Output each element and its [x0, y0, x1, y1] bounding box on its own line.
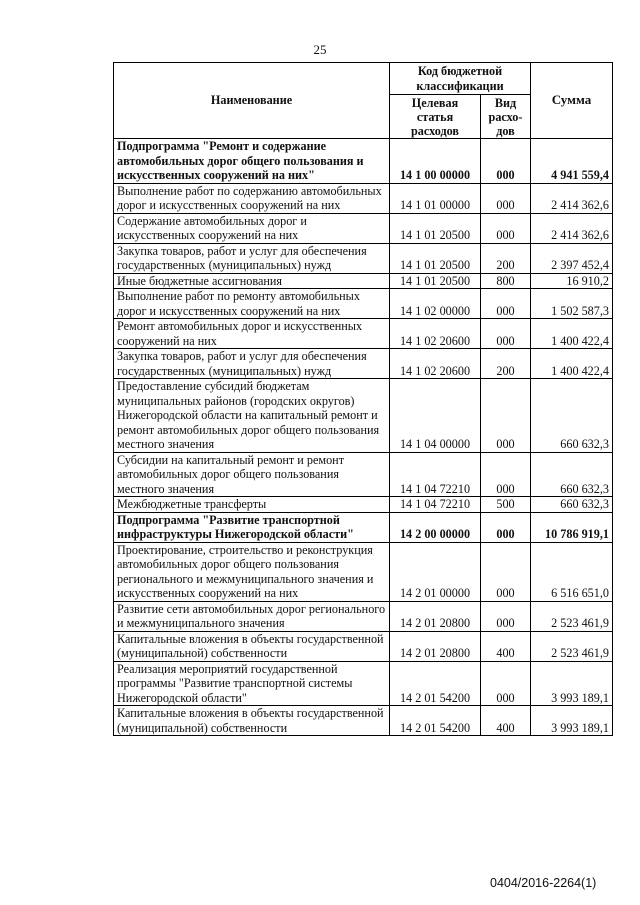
row-name-cell: Реализация мероприятий государственной программы "Развитие транспортной системы Нижегородской области" — [114, 661, 390, 706]
row-vid-cell: 000 — [481, 183, 531, 213]
row-name-cell: Закупка товаров, работ и услуг для обеспечения государственных (муниципальных) нужд — [114, 243, 390, 273]
page-number: 25 — [313, 42, 327, 57]
row-name-cell: Закупка товаров, работ и услуг для обеспечения государственных (муниципальных) нужд — [114, 349, 390, 379]
header-code-group: Код бюджетной классификации — [390, 63, 531, 95]
row-name-cell: Иные бюджетные ассигнования — [114, 273, 390, 289]
table-row — [114, 319, 613, 349]
row-code-cell: 14 1 01 00000 — [390, 183, 481, 213]
row-sum-cell: 2 414 362,6 — [531, 183, 613, 213]
row-name-cell: Развитие сети автомобильных дорог регионального и межмуниципального значения — [114, 601, 390, 631]
row-name-cell: Проектирование, строительство и реконструкция автомобильных дорог общего пользования регионального и межмуниципального значения и искусственных сооружений на них — [114, 542, 390, 601]
row-code-cell: 14 1 02 00000 — [390, 289, 481, 319]
table-row — [114, 379, 613, 453]
row-name-cell: Ремонт автомобильных дорог и искусственных сооружений на них — [114, 319, 390, 349]
row-vid-cell: 000 — [481, 452, 531, 497]
row-sum-cell: 660 632,3 — [531, 497, 613, 513]
row-vid-cell: 500 — [481, 497, 531, 513]
table-row — [114, 542, 613, 601]
row-sum-cell: 16 910,2 — [531, 273, 613, 289]
row-code-cell: 14 2 01 00000 — [390, 542, 481, 601]
row-sum-cell: 1 400 422,4 — [531, 349, 613, 379]
header-expense-type: Вид расхо-дов — [481, 95, 531, 139]
header-name: Наименование — [114, 63, 390, 139]
table-row — [114, 289, 613, 319]
row-sum-cell: 1 502 587,3 — [531, 289, 613, 319]
row-code-cell: 14 2 00 00000 — [390, 512, 481, 542]
table-row — [114, 631, 613, 661]
row-sum-cell: 2 414 362,6 — [531, 213, 613, 243]
row-code-cell: 14 1 02 20600 — [390, 349, 481, 379]
table-row — [114, 661, 613, 706]
row-sum-cell: 3 993 189,1 — [531, 661, 613, 706]
budget-table — [113, 62, 613, 736]
row-code-cell: 14 2 01 54200 — [390, 706, 481, 736]
row-sum-cell: 1 400 422,4 — [531, 319, 613, 349]
header-sum: Сумма — [531, 63, 613, 139]
row-code-cell: 14 1 02 20600 — [390, 319, 481, 349]
table-row — [114, 213, 613, 243]
row-sum-cell: 2 397 452,4 — [531, 243, 613, 273]
row-vid-cell: 000 — [481, 542, 531, 601]
document-number: 0404/2016-2264(1) — [490, 876, 597, 890]
table-row — [114, 273, 613, 289]
row-code-cell: 14 1 00 00000 — [390, 139, 481, 184]
row-code-cell: 14 1 01 20500 — [390, 213, 481, 243]
table-row — [114, 139, 613, 184]
table-row — [114, 601, 613, 631]
row-sum-cell: 2 523 461,9 — [531, 631, 613, 661]
row-code-cell: 14 1 04 00000 — [390, 379, 481, 453]
row-vid-cell: 200 — [481, 243, 531, 273]
row-code-cell: 14 1 01 20500 — [390, 273, 481, 289]
row-vid-cell: 800 — [481, 273, 531, 289]
row-vid-cell: 000 — [481, 661, 531, 706]
row-sum-cell: 6 516 651,0 — [531, 542, 613, 601]
table-header — [114, 63, 613, 139]
table-row — [114, 349, 613, 379]
table-row — [114, 243, 613, 273]
row-code-cell: 14 1 04 72210 — [390, 452, 481, 497]
table-row — [114, 497, 613, 513]
row-code-cell: 14 2 01 20800 — [390, 631, 481, 661]
header-target-article: Целевая статья расходов — [390, 95, 481, 139]
table-row — [114, 512, 613, 542]
table-row — [114, 452, 613, 497]
row-name-cell: Подпрограмма "Ремонт и содержание автомобильных дорог общего пользования и искусственных сооружений на них" — [114, 139, 390, 184]
table-row — [114, 706, 613, 736]
row-name-cell: Межбюджетные трансферты — [114, 497, 390, 513]
row-code-cell: 14 1 01 20500 — [390, 243, 481, 273]
row-vid-cell: 000 — [481, 601, 531, 631]
row-sum-cell: 4 941 559,4 — [531, 139, 613, 184]
row-name-cell: Предоставление субсидий бюджетам муниципальных районов (городских округов) Нижегородской области на капитальный ремонт и ремонт автомобильных дорог общего пользования местного значения — [114, 379, 390, 453]
table-row — [114, 183, 613, 213]
row-vid-cell: 000 — [481, 379, 531, 453]
table-body — [114, 139, 613, 736]
row-sum-cell: 660 632,3 — [531, 452, 613, 497]
row-vid-cell: 000 — [481, 319, 531, 349]
row-sum-cell: 2 523 461,9 — [531, 601, 613, 631]
row-name-cell: Содержание автомобильных дорог и искусственных сооружений на них — [114, 213, 390, 243]
row-vid-cell: 400 — [481, 631, 531, 661]
row-code-cell: 14 1 04 72210 — [390, 497, 481, 513]
row-vid-cell: 000 — [481, 512, 531, 542]
row-name-cell: Подпрограмма "Развитие транспортной инфраструктуры Нижегородской области" — [114, 512, 390, 542]
row-name-cell: Выполнение работ по ремонту автомобильных дорог и искусственных сооружений на них — [114, 289, 390, 319]
row-sum-cell: 3 993 189,1 — [531, 706, 613, 736]
row-sum-cell: 660 632,3 — [531, 379, 613, 453]
row-name-cell: Выполнение работ по содержанию автомобильных дорог и искусственных сооружений на них — [114, 183, 390, 213]
row-vid-cell: 000 — [481, 139, 531, 184]
row-code-cell: 14 2 01 54200 — [390, 661, 481, 706]
row-vid-cell: 000 — [481, 213, 531, 243]
row-vid-cell: 200 — [481, 349, 531, 379]
row-name-cell: Капитальные вложения в объекты государственной (муниципальной) собственности — [114, 706, 390, 736]
row-vid-cell: 000 — [481, 289, 531, 319]
row-sum-cell: 10 786 919,1 — [531, 512, 613, 542]
row-code-cell: 14 2 01 20800 — [390, 601, 481, 631]
row-name-cell: Капитальные вложения в объекты государственной (муниципальной) собственности — [114, 631, 390, 661]
row-name-cell: Субсидии на капитальный ремонт и ремонт автомобильных дорог общего пользования местного значения — [114, 452, 390, 497]
row-vid-cell: 400 — [481, 706, 531, 736]
